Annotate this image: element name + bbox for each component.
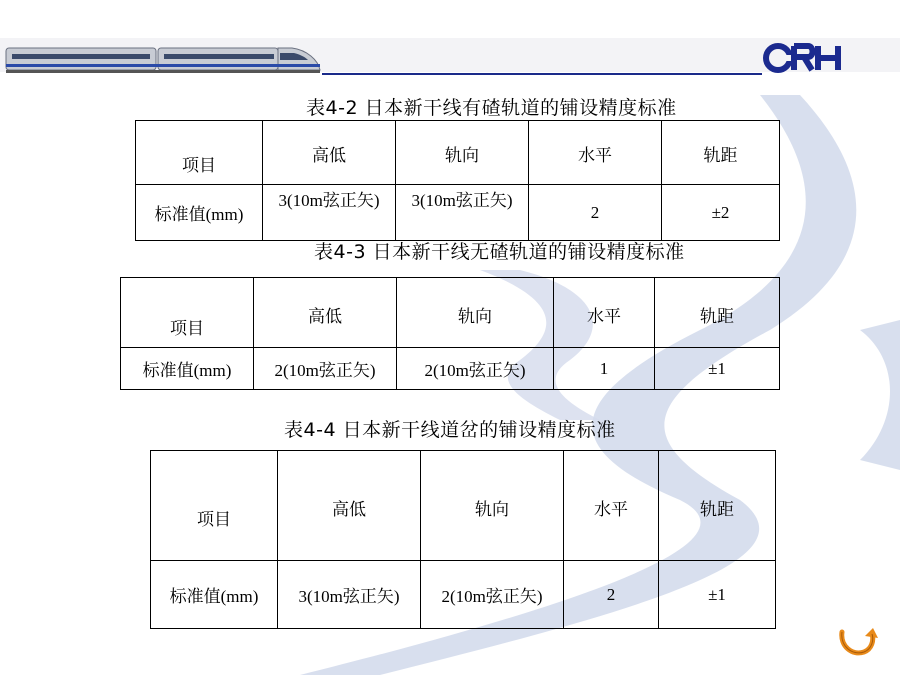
row-label: 标准值(mm) — [151, 561, 278, 629]
train-image — [2, 42, 322, 76]
cell-horizontal: 2 — [564, 561, 659, 629]
header-item: 项目 — [151, 451, 278, 561]
crh-logo — [762, 38, 846, 78]
spec-table — [150, 450, 776, 629]
cell-gauge: ±1 — [659, 561, 776, 629]
row-label: 标准值(mm) — [136, 185, 263, 241]
cell-level: 2(10m弦正矢) — [254, 348, 397, 390]
header-item: 项目 — [121, 278, 254, 348]
header-alignment: 轨向 — [421, 451, 564, 561]
header-underline — [322, 73, 762, 75]
cell-horizontal: 1 — [554, 348, 655, 390]
header-gauge: 轨距 — [662, 121, 780, 185]
header-alignment: 轨向 — [396, 121, 529, 185]
header-horizontal: 水平 — [564, 451, 659, 561]
header-alignment: 轨向 — [397, 278, 554, 348]
cell-level: 3(10m弦正矢) — [278, 561, 421, 629]
return-arrow-icon[interactable] — [836, 624, 880, 658]
header-level: 高低 — [254, 278, 397, 348]
header-gauge: 轨距 — [659, 451, 776, 561]
table-caption: 表4-3 日本新干线无碴轨道的铺设精度标准 — [314, 241, 685, 263]
header-horizontal: 水平 — [554, 278, 655, 348]
spec-table — [135, 120, 780, 241]
header-gauge: 轨距 — [655, 278, 780, 348]
header-level: 高低 — [278, 451, 421, 561]
cell-level: 3(10m弦正矢) — [263, 185, 396, 241]
header-item: 项目 — [136, 121, 263, 185]
cell-gauge: ±2 — [662, 185, 780, 241]
table-caption: 表4-4 日本新干线道岔的铺设精度标准 — [284, 419, 616, 441]
cell-alignment: 2(10m弦正矢) — [397, 348, 554, 390]
cell-horizontal: 2 — [529, 185, 662, 241]
cell-gauge: ±1 — [655, 348, 780, 390]
header-level: 高低 — [263, 121, 396, 185]
cell-alignment: 2(10m弦正矢) — [421, 561, 564, 629]
spec-table — [120, 277, 780, 390]
row-label: 标准值(mm) — [121, 348, 254, 390]
cell-alignment: 3(10m弦正矢) — [396, 185, 529, 241]
header-horizontal: 水平 — [529, 121, 662, 185]
table-caption: 表4-2 日本新干线有碴轨道的铺设精度标准 — [306, 97, 677, 119]
